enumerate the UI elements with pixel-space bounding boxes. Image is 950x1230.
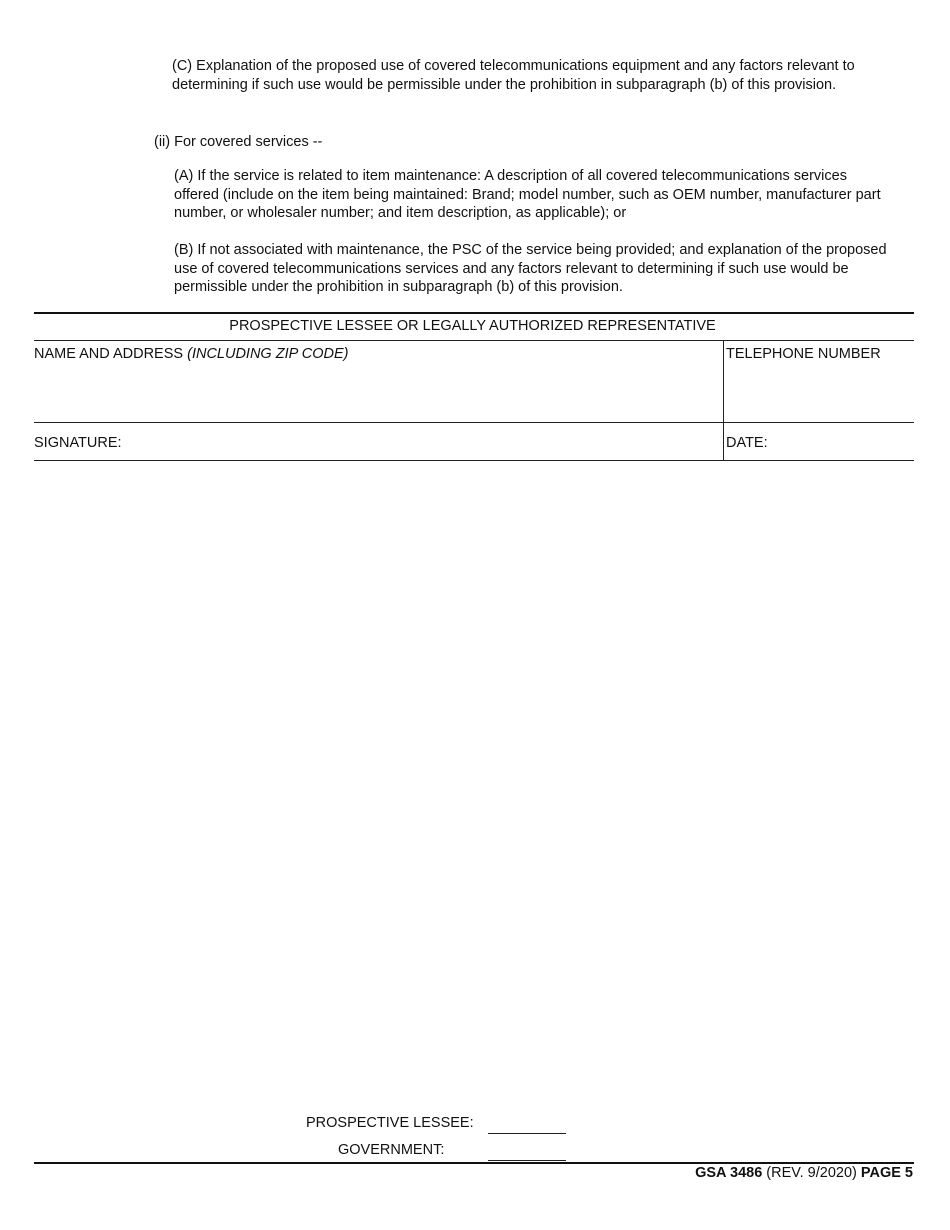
name-address-note: (INCLUDING ZIP CODE) <box>187 346 349 362</box>
signature-label: SIGNATURE: <box>34 435 122 451</box>
provision-b-text: (B) If not associated with maintenance, the PSC of the service being provided; and explanation of the proposed use of covered telecommunications services and any factors relevant to determining if such use would be permissible under the prohibition in subparagraph (b) of this provision. <box>174 242 887 296</box>
date-field[interactable] <box>774 426 912 458</box>
heading-divider <box>34 340 914 341</box>
form-revision: (REV. 9/2020) <box>766 1165 857 1181</box>
prospective-lessee-initials-label: PROSPECTIVE LESSEE: <box>306 1115 474 1131</box>
form-number: GSA 3486 <box>695 1165 763 1181</box>
telephone-field[interactable] <box>726 364 912 420</box>
signature-block-top-rule <box>34 312 914 314</box>
name-address-label-text: NAME AND ADDRESS <box>34 346 184 362</box>
name-row-bottom-rule <box>34 422 914 423</box>
name-address-field[interactable] <box>34 364 720 420</box>
signature-row-bottom-rule <box>34 460 914 461</box>
provision-c-text: (C) Explanation of the proposed use of covered telecommunications equipment and any factors relevant to determining if such use would be permissible under the prohibition in subparagraph (b) of this provision. <box>172 58 855 93</box>
prospective-lessee-initials-field[interactable] <box>488 1133 566 1134</box>
column-divider <box>723 340 724 461</box>
provision-a-text: (A) If the service is related to item maintenance: A description of all covered telecommunications services offered (include on the item being maintained: Brand; model number, such as OEM number, manufacturer part number, or wholesaler number; and item description, as applicable); or <box>174 168 881 222</box>
government-initials-label: GOVERNMENT: <box>338 1142 445 1158</box>
page-number: PAGE 5 <box>860 1165 913 1181</box>
provision-ii-text: (ii) For covered services -- <box>154 134 323 150</box>
government-initials-field[interactable] <box>488 1160 566 1161</box>
signature-block-heading: PROSPECTIVE LESSEE OR LEGALLY AUTHORIZED REPRESENTATIVE <box>229 318 716 334</box>
telephone-label: TELEPHONE NUMBER <box>726 346 881 362</box>
form-identifier <box>695 1164 913 1183</box>
signature-field[interactable] <box>132 426 720 458</box>
date-label: DATE: <box>726 435 768 451</box>
name-address-label <box>34 345 349 364</box>
